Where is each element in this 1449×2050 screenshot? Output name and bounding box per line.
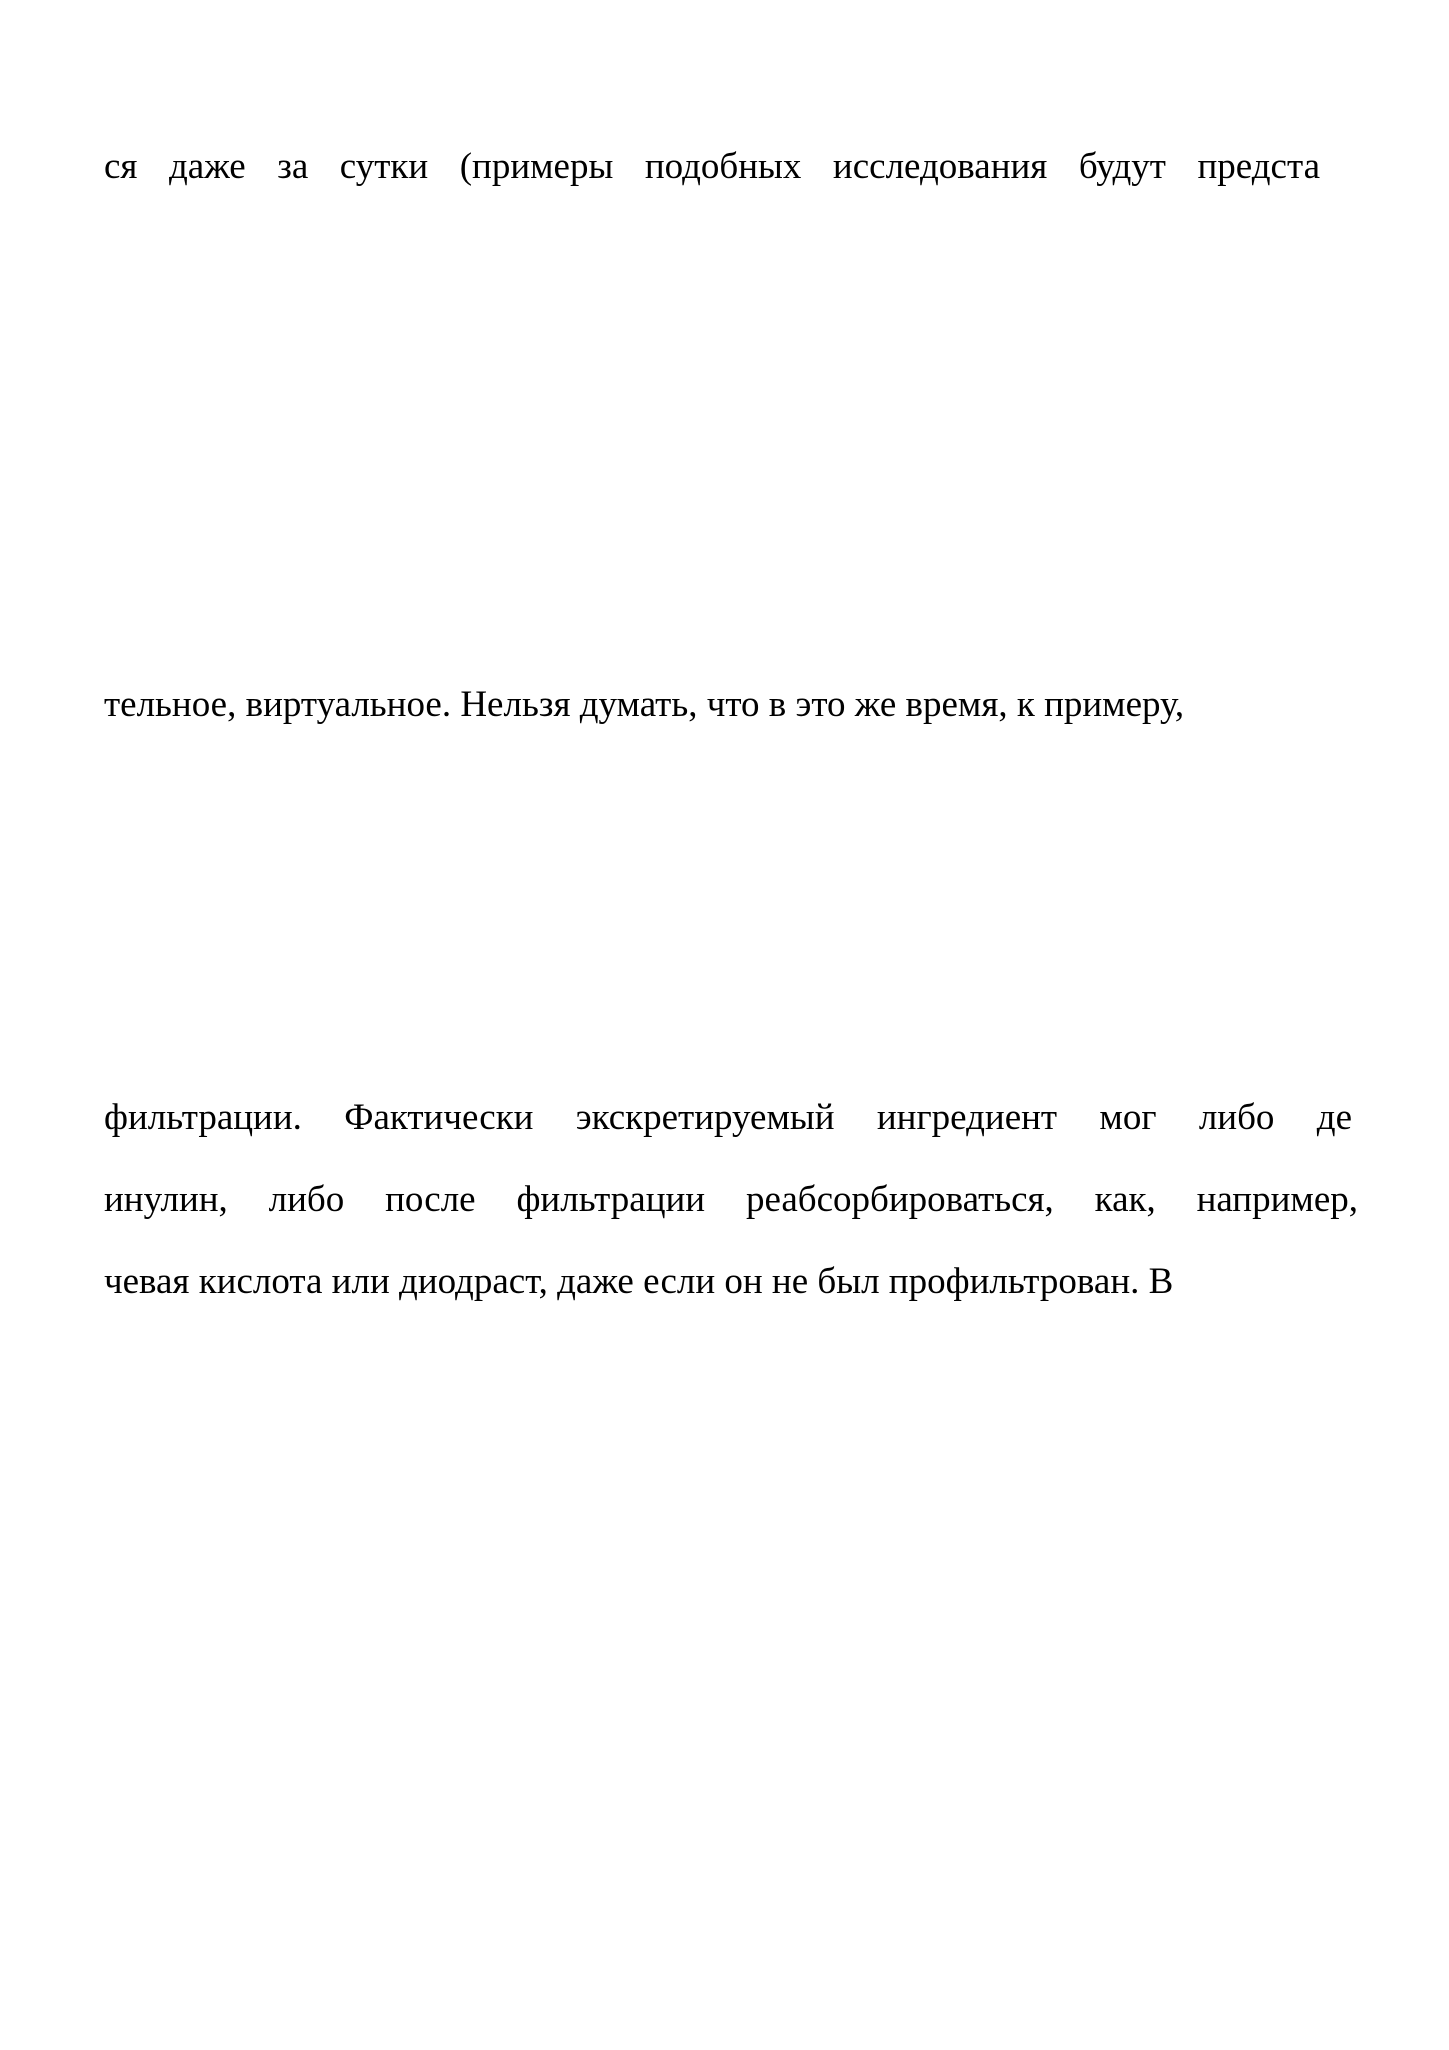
text-line: чевая кислота или диодраст, даже если он не был профильтрован. В [104, 1261, 1174, 1302]
text-line: тельное, виртуальное. Нельзя думать, что в это же время, к примеру, [104, 684, 1185, 725]
text-line: инулин, либо после фильтрации реабсорбироваться, как, например, [104, 1179, 1358, 1220]
text-line: фильтрации. Фактически экскретируемый ингредиент мог либо де [104, 1097, 1352, 1138]
text-line: ся даже за сутки (примеры подобных исследования будут предста [104, 146, 1320, 187]
